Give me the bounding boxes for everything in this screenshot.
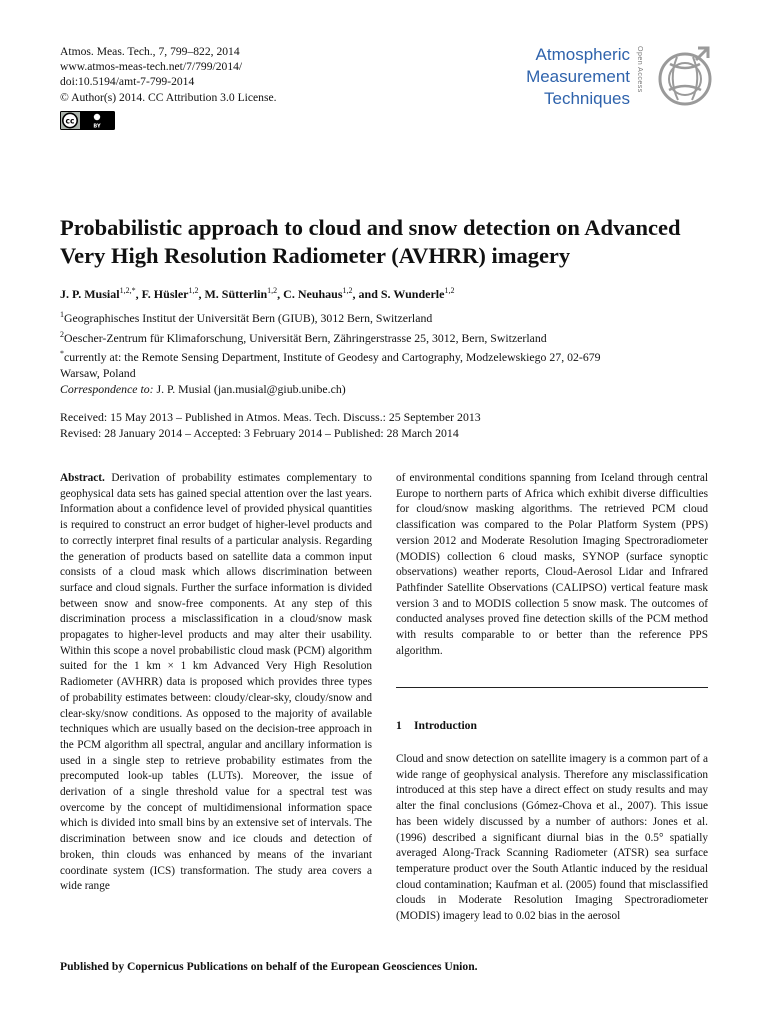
abstract-column-left <box>60 471 372 895</box>
author-name: M. Sütterlin <box>204 287 268 301</box>
author-name: S. Wunderle <box>380 287 445 301</box>
cc-by-icon <box>60 111 115 130</box>
affiliation-item: $^1$Geographisches Institut der Universität Bern (GIUB), 3012 Bern, Switzerland <box>60 310 433 325</box>
section-number: 1 <box>396 719 402 732</box>
abstract-label: Abstract. <box>60 472 105 484</box>
cc-badge-sub: BY <box>93 123 101 130</box>
author-name: C. Neuhaus <box>283 287 343 301</box>
section-divider <box>396 687 708 688</box>
abstract-continued-text: of environmental conditions spanning from Iceland through central Europe to northern parts of Africa which exhibit diverse difficulties for cloud/snow masking algorithms. The retrieved PCM cloud classification was compared to the Polar Platform System (PPS) version 2012 and Moderate Resolution Imaging Spectroradiometer (MODIS) collection 6 cloud masks, SYNOP (surface synoptic observations) weather reports, Cloud-Aerosol Lidar and Infrared Pathfinder Satellite Observations (CALIPSO) vertical feature mask version 3 and to MODIS collection 5 snow mask. The outcomes of conducted analyses proved fine detection skills of the PCM method with results comparable to or better than the reference PPS algorithm. <box>396 472 708 657</box>
journal-name-line2: Measurement <box>526 67 630 86</box>
license: © Author(s) 2014. CC Attribution 3.0 License. <box>60 90 277 104</box>
author-list: J. P. Musial$^{1,2,*}$, F. Hüsler$^{1,2}$, M. Sütterlin$^{1,2}$, C. Neuhaus$^{1,2}$, and S. Wunderle$^{1,2}$ <box>60 286 455 301</box>
author-affil-mark: 1,2,* <box>119 286 136 295</box>
introduction-text <box>396 752 708 925</box>
author-affil-mark: 1,2 <box>342 286 353 295</box>
dates-line-1: Received: 15 May 2013 – Published in Atmos. Meas. Tech. Discuss.: 25 September 2013 <box>60 410 481 424</box>
dates-line-2: Revised: 28 January 2014 – Accepted: 3 February 2014 – Published: 28 March 2014 <box>60 425 459 440</box>
correspondence-text[interactable]: J. P. Musial (jan.musial@giub.unibe.ch) <box>153 382 346 396</box>
journal-name-line1: Atmospheric <box>535 45 630 64</box>
intro-paragraph: Cloud and snow detection on satellite imagery is a common part of a wide range of geophysical analysis. Therefore any misclassification introduced at this step have a direct effect on study results and may alter the final conclusions (Gómez-Chova et al., 2007). This issue has been widely discussed by a number of authors: Jones et al. (1996) described a significant diurnal bias in the 0.5° spatially averaged Along-Track Scanning Radiometer (ATSR) sea surface temperature product over the South Atlantic induced by the residual cloud contamination; Kaufman et al. (2005) found that misclassified clouds in Moderate Resolution Imaging Spectroradiometer (MODIS) imagery lead to 0.02 bias in the aerosol <box>396 753 708 923</box>
journal-name-line3: Techniques <box>543 89 630 108</box>
abstract-text: Derivation of probability estimates complementary to geophysical data sets has gained special attention over the last years. Information about a confidence level of provided physical quantities is required to construct an error budget of higher-level products and to correctly interpret final results of a particular analysis. Regarding the generation of products based on satellite data a common input consists of a cloud mask which allows discrimination between surface and cloud signals. Further the surface information is divided between snow and snow-free components. At any step of this discrimination process a misclassification in a cloud/snow mask propagates to higher-level products and may alter their usability. Within this scope a novel probabilistic cloud mask (PCM) algorithm suited for the 1 km × 1 km Advanced Very High Resolution Radiometer (AVHRR) data is proposed which provides three types of probability estimates between: cloudy/clear-sky, cloudy/snow and clear-sky/snow conditions. As opposed to the majority of available techniques which are usually based on the decision-tree approach in the PCM algorithm all spectral, angular and ancillary information is used in a single step to retrieve probability estimates from the precomputed look-up tables (LUTs). Moreover, the issue of derivation of a single threshold value for a spectral test was overcome by the concept of multidimensional information space which is divided into small bins by an extensive set of intervals. The discrimination between snow and ice clouds and detection of broken, thin clouds was enhanced by means of the invariant coordinate system (ICS) transformation. The study area covers a wide range <box>60 472 372 893</box>
correspondence <box>60 382 346 397</box>
journal-name <box>526 44 630 110</box>
publisher-footer: Published by Copernicus Publications on behalf of the European Geosciences Union. <box>60 960 478 973</box>
abstract-column-right <box>396 471 708 659</box>
publication-dates <box>60 410 481 441</box>
affiliation-item: *currently at: the Remote Sensing Department, Institute of Geodesy and Cartography, Modzelewskiego 27, 02-679 Warsaw, Poland <box>60 349 601 380</box>
doi[interactable]: doi:10.5194/amt-7-799-2014 <box>60 75 195 89</box>
author-affil-mark: 1,2 <box>267 286 278 295</box>
section-title: Introduction <box>414 719 477 732</box>
author-name: F. Hüsler <box>141 287 189 301</box>
citation: Atmos. Meas. Tech., 7, 799–822, 2014 <box>60 45 240 58</box>
paper-title: Probabilistic approach to cloud and snow detection on Advanced Very High Resolution Radiometer (AVHRR) imagery <box>60 215 681 268</box>
section-heading <box>396 719 477 732</box>
journal-logo <box>500 42 720 117</box>
citation-block <box>60 44 277 105</box>
affiliations <box>60 307 720 381</box>
article-url[interactable]: www.atmos-meas-tech.net/7/799/2014/ <box>60 60 243 74</box>
open-access-label: Open Access <box>636 46 643 93</box>
cc-badge-label: cc <box>65 116 75 126</box>
correspondence-label: Correspondence to: <box>60 382 154 396</box>
author-affil-mark: 1,2 <box>188 286 199 295</box>
author-name: J. P. Musial <box>60 287 120 301</box>
open-access-globe-icon <box>650 42 720 112</box>
author-affil-mark: 1,2 <box>444 286 455 295</box>
affiliation-item: $^2$Oescher-Zentrum für Klimaforschung, Universität Bern, Zähringerstrasse 25, 3012, Bern, Switzerland <box>60 329 547 345</box>
